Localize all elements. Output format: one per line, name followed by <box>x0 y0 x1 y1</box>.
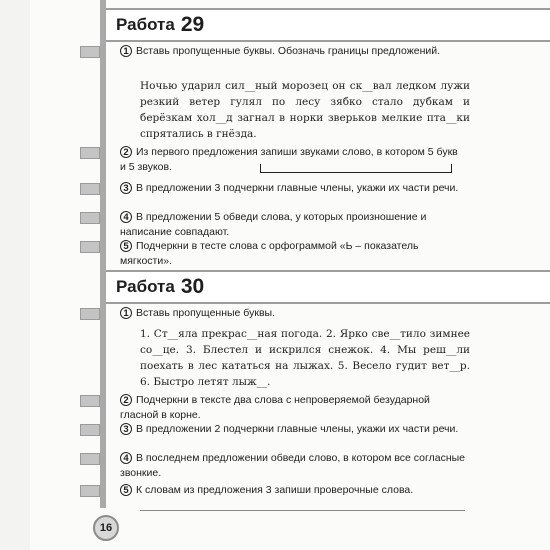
work-30-task-1 <box>120 306 465 321</box>
task-checkbox[interactable] <box>80 241 100 253</box>
task-text: Вставь пропущенные буквы. <box>136 307 275 319</box>
task-checkbox[interactable] <box>80 212 100 224</box>
task-text: В предложении 5 обведи слова, у которых произношение и написание совпадают. <box>120 211 427 238</box>
work-30-task-5 <box>120 483 465 498</box>
page-number: 16 <box>99 522 113 534</box>
task-checkbox[interactable] <box>80 308 100 320</box>
work-30-passage: 1. Ст__яла прекрас__ная погода. 2. Ярко све__тило зимнее со__це. 3. Блестел и искрился снежок. 4. Мы реш__ли поехать в лес кататься на лыжах. 5. Весело гудит вет__р. 6. Быстро летят лыж__. <box>140 328 470 388</box>
task-checkbox[interactable] <box>80 453 100 465</box>
task-checkbox[interactable] <box>80 395 100 407</box>
task-text: К словам из предложения 3 запиши проверочные слова. <box>136 484 414 496</box>
task-text: Подчеркни в тексте два слова с непроверяемой безударной гласной в корне. <box>120 394 430 421</box>
task-checkbox[interactable] <box>80 46 100 58</box>
task-checkbox[interactable] <box>80 485 100 497</box>
task-text: Вставь пропущенные буквы. Обозначь границы предложений. <box>136 45 441 57</box>
task-number-circle: 4 <box>120 452 132 464</box>
task-text: В последнем предложении обведи слово, в котором все согласные звонкие. <box>120 452 466 479</box>
task-checkbox[interactable] <box>80 424 100 436</box>
task-number-circle: 3 <box>120 182 132 194</box>
work-30-number: 30 <box>180 275 205 298</box>
work-29-number: 29 <box>180 13 205 36</box>
task-number-circle: 5 <box>120 484 132 496</box>
margin-spine <box>100 0 106 508</box>
work-29-task-3 <box>120 181 465 196</box>
work-29-task-5 <box>120 239 465 268</box>
work-29-header <box>106 8 550 42</box>
task-number-circle: 1 <box>120 307 132 319</box>
task-number-circle: 2 <box>120 146 132 158</box>
work-30-task-3 <box>120 422 465 437</box>
page-number-badge <box>93 515 119 541</box>
task-number-circle: 4 <box>120 211 132 223</box>
task-text: Из первого предложения запиши звуками слово, в котором 5 букв и 5 звуков. <box>120 146 458 173</box>
task-number-circle: 1 <box>120 45 132 57</box>
task-number-circle: 3 <box>120 423 132 435</box>
work-30-task-4 <box>120 451 465 480</box>
task-checkbox[interactable] <box>80 147 100 159</box>
task-number-circle: 2 <box>120 394 132 406</box>
task-number-circle: 5 <box>120 240 132 252</box>
work-29-task-1 <box>120 44 465 59</box>
sound-answer-box[interactable] <box>260 164 452 173</box>
task-text: В предложении 2 подчеркни главные члены, укажи их части речи. <box>136 423 459 435</box>
answer-line[interactable] <box>140 510 465 511</box>
task-text: В предложении 3 подчеркни главные члены, укажи их части речи. <box>136 182 459 194</box>
work-29-task-4 <box>120 210 465 239</box>
work-30-label: Работа <box>116 277 175 296</box>
task-text: Подчеркни в тесте слова с орфограммой «Ь – показатель мягкости». <box>120 240 419 267</box>
task-checkbox[interactable] <box>80 183 100 195</box>
work-30-task-2 <box>120 393 465 422</box>
work-29-passage: Ночью ударил сил__ный морозец он ск__вал ледком лужи резкий ветер гулял по лесу зябко стало дубкам и берёзкам хол__д загнал в норки зверьков мелкие пта__ки спрятались в гнёзда. <box>140 80 470 140</box>
work-30-header <box>106 270 550 304</box>
work-29-label: Работа <box>116 15 175 34</box>
